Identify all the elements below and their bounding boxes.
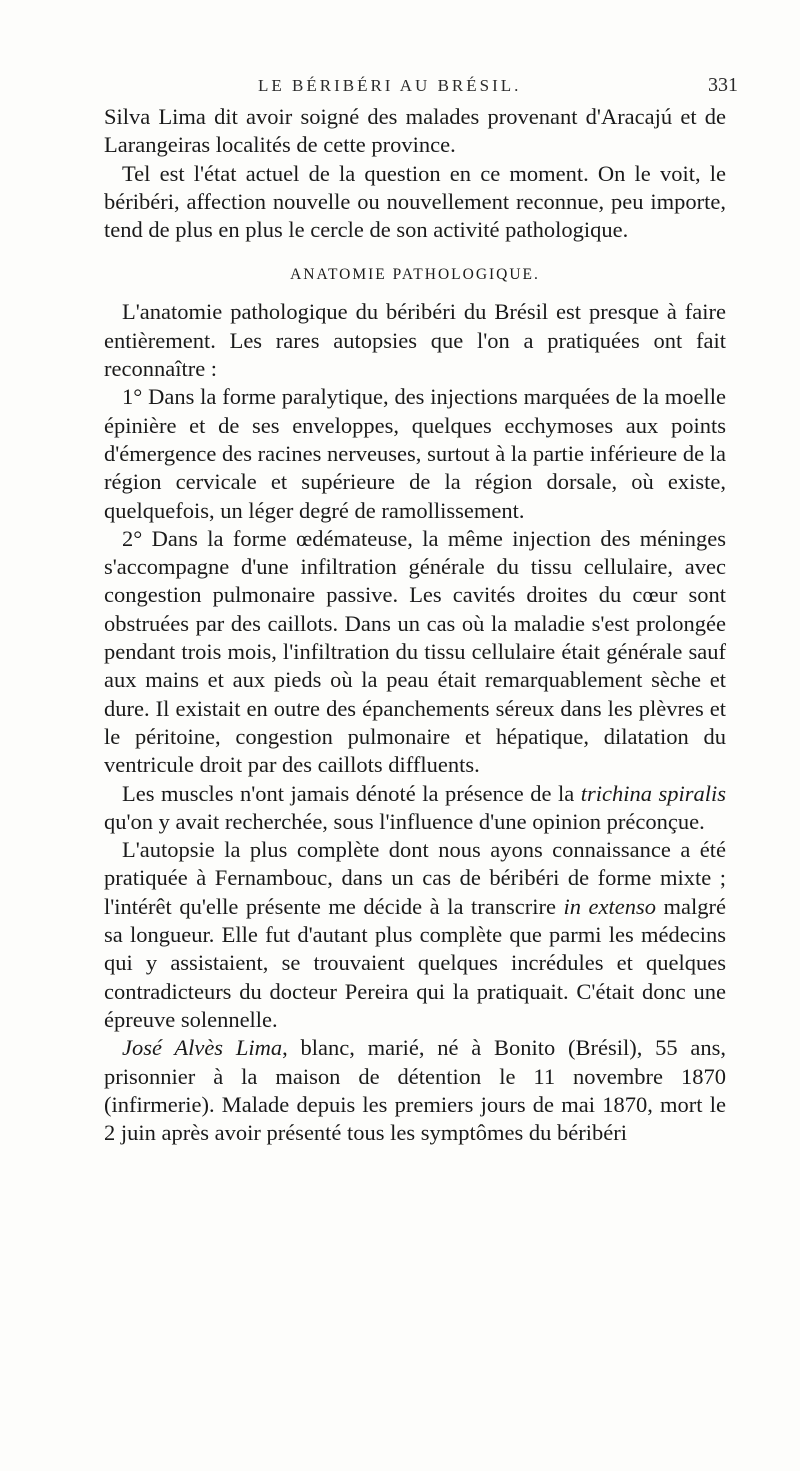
paragraph-text: qu'on y avait recherchée, sous l'influence d'une opinion préconçue. [104, 808, 705, 834]
page-number: 331 [708, 74, 738, 96]
running-title: LE BÉRIBÉRI AU BRÉSIL. [258, 76, 522, 95]
paragraph: 2° Dans la forme œdémateuse, la même injection des méninges s'accompagne d'une infiltration générale du tissu cellulaire, avec congestion pulmonaire passive. Les cavités droites du cœur sont obstruées par des caillots. Dans un cas où la maladie s'est prolongée pendant trois mois, l'infiltration du tissu cellulaire était générale sauf aux mains et aux pieds où la peau était remarquablement sèche et dure. Il existait en outre des épanchements séreux dans les plèvres et le péritoine, congestion pulmonaire et hépatique, dilatation du ventricule droit par des caillots diffluents. [104, 525, 726, 778]
paragraph [104, 780, 726, 837]
paragraph: Silva Lima dit avoir soigné des malades provenant d'Aracajú et de Larangeiras localités de cette province. [104, 104, 726, 158]
paragraph [104, 836, 726, 1034]
page-body [104, 103, 726, 1147]
paragraph-text: malgré sa longueur. Elle fut d'autant plus complète que parmi les médecins qui y assistaient, se trouvaient quelques incrédules et quelques contradicteurs du docteur Pereira qui la pratiquait. C'était donc une épreuve solennelle. [104, 893, 727, 1032]
paragraph-text: , blanc, marié, né à Bonito (Brésil), 55 ans, prisonnier à la maison de détention le 11 novembre 1870 (infirmerie). Malade depuis les premiers jours de mai 1870, mort le 2 juin après avoir présenté tous les symptômes du béribéri [104, 1035, 726, 1146]
paragraph-text: L'autopsie la plus complète dont nous ayons connaissance a été pratiquée à Fernambouc, dans un cas de béribéri de forme mixte ; l'intérêt qu'elle présente me décide à la transcrire [104, 837, 726, 919]
italic-term: trichina spiralis [580, 780, 726, 806]
paragraph: L'anatomie pathologique du béribéri du Brésil est presque à faire entièrement. Les rares autopsies que l'on a pratiquées ont fait reconnaître : [104, 299, 726, 382]
italic-term: in extenso [563, 893, 656, 919]
paragraph [104, 1034, 726, 1147]
section-heading: ANATOMIE PATHOLOGIQUE. [290, 266, 540, 284]
paragraph: 1° Dans la forme paralytique, des injections marquées de la moelle épinière et de ses enveloppes, quelques ecchymoses aux points d'émergence des racines nerveuses, surtout à la partie inférieure de la région cervicale et supérieure de la région dorsale, où existe, quelquefois, un léger degré de ramollissement. [104, 384, 726, 523]
paragraph-text: Les muscles n'ont jamais dénoté la présence de la [122, 780, 581, 806]
paragraph: Tel est l'état actuel de la question en ce moment. On le voit, le béribéri, affection nouvelle ou nouvellement reconnue, peu importe, tend de plus en plus le cercle de son activité pathologique. [104, 160, 726, 243]
patient-name: José Alvès Lima [122, 1035, 283, 1061]
